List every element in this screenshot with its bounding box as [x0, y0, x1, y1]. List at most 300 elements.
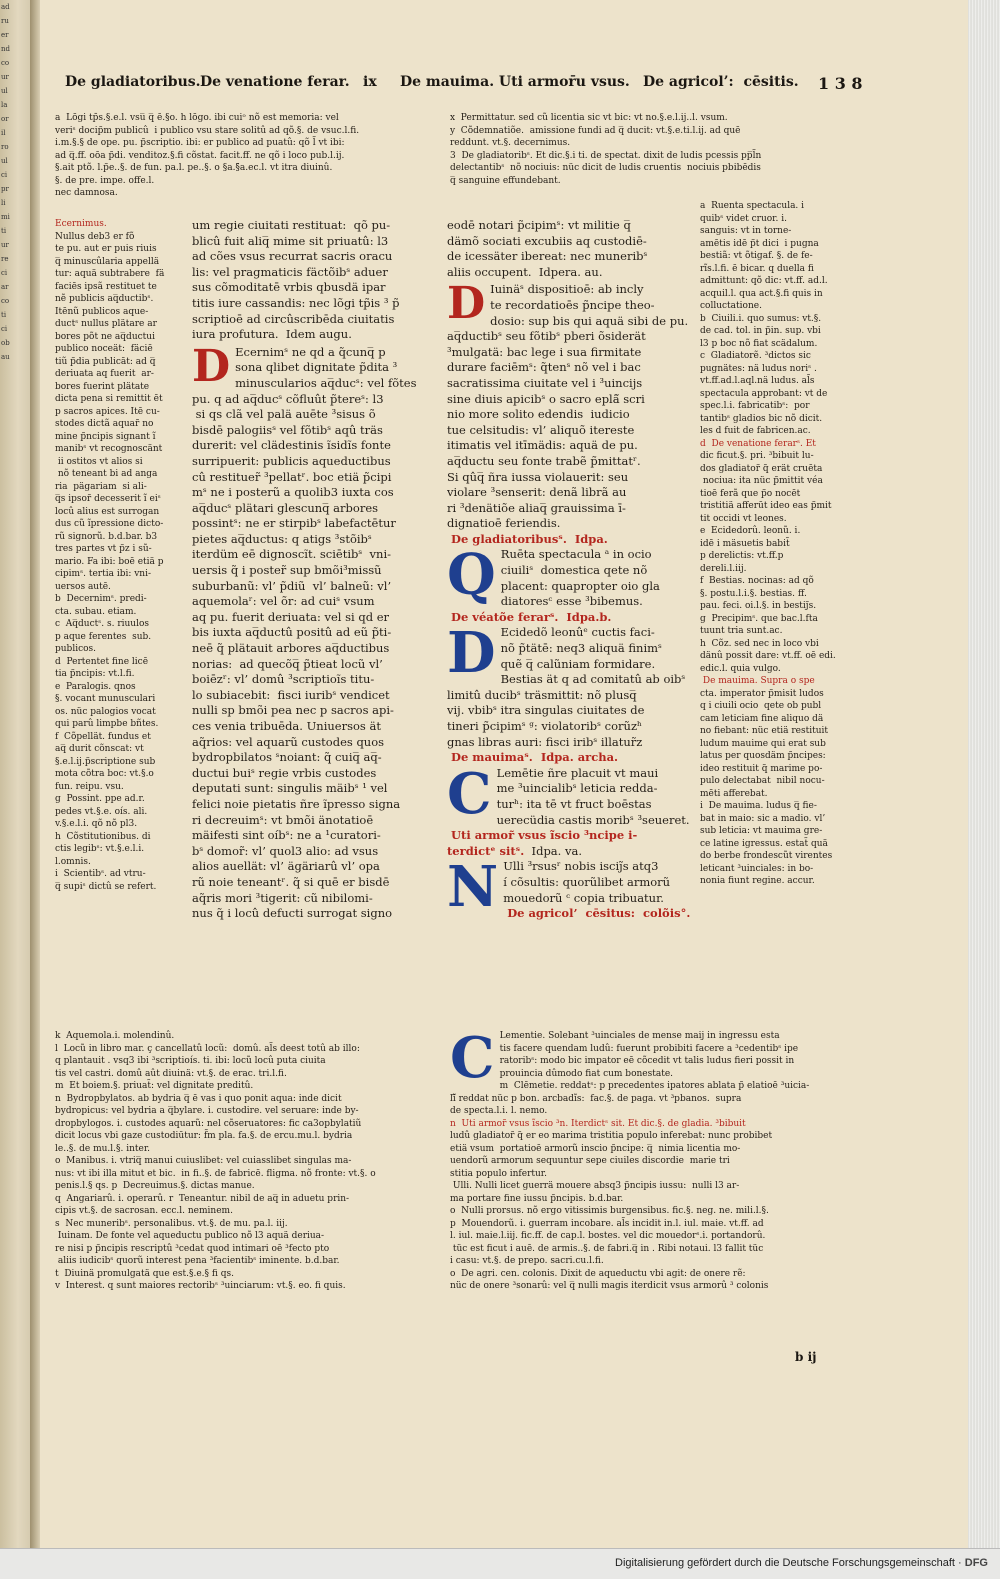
text-line: iura profutura. ⁢ Idem augu. [192, 327, 352, 342]
gloss-line: manibˢ vt recognoscänt [55, 444, 163, 454]
gloss-line: ⁢ nociua: ita nüc p̃mittit véa [700, 476, 823, 486]
gloss-line: tristitiä afferūt ideo eas p̃mit [700, 501, 832, 511]
folio-number: 1 3 8 [818, 74, 863, 93]
text-column-1 [192, 218, 437, 1018]
text-line: me ³uincialibˢ leticia redda- [496, 781, 658, 796]
left-page-text-line: ru [1, 17, 9, 25]
gloss-line: o ⁢ Manibus. i. vtriq̅ manui cuiuslibet: vel cuiasslibet singulas ma- [55, 1156, 352, 1166]
gloss-line: delectantibˢ ⁢ nõ nociuis: nüc dicit de ludis cruentis ⁢ nociuis pbibēdis [450, 163, 761, 173]
text-line: uerecüdia castis moribˢ ³seueret. [496, 812, 690, 827]
gloss-line: les d fuit de fabricen.ac. [700, 426, 811, 436]
gloss-line: q̅ supiˢ dictû se refert. [55, 881, 157, 892]
gloss-line: bores fuerint plätate ⁢ [55, 381, 152, 392]
dfg-logo: DFG [964, 1557, 988, 1569]
gloss-line: lĩ̃ reddat nüc p bon.⁢ arcbadĩs: ⁢ fac.§. de paga. vt ³pbanos. ⁢ supra [450, 1093, 742, 1104]
text-line: aq̅ductibˢ seu fõtibˢ pberi õsiderät [447, 329, 646, 344]
left-page-text-line: ci [1, 325, 8, 333]
text-line: pu. q ad aq̅ducˢ cõfluût p̃tereˢ: l3 [192, 391, 384, 406]
left-page-text-line: la [1, 101, 8, 109]
gloss-line: Itēnũ publicos aque- [55, 306, 149, 317]
gloss-line: §.e.l.ij.p̃scriptione sub [55, 756, 156, 767]
gloss-line: Ecernimus. [55, 219, 107, 229]
gloss-line: rĩs.l.fi.⁢ ē bicar. q duella fi [700, 263, 814, 274]
text-line: Ecidedõ leonûᵉ cuctis faci- [500, 625, 655, 640]
gloss-line: de specta.l.i.⁢ l. nemo. [450, 1106, 548, 1116]
gloss-line: cta. imperator p̃misit ludos [700, 688, 824, 699]
gloss-bottom-right [450, 1030, 870, 1350]
gloss-line: ⁢ Iuinam. De fonte vel aqueductu publico nõ l3 aquä deriua- [55, 1231, 325, 1241]
text-line: sine diuis apicibˢ o sacro eplä̃ scri [447, 391, 645, 406]
text-line: bisdē palogiisˢ vel fõtibˢ aqû träs [192, 422, 383, 437]
text-line: deputati sunt: singulis mäibˢ ¹ vel [192, 781, 388, 796]
gloss-line: cam leticiam fine aliquo dä [700, 713, 824, 724]
gloss-line: Nullus deb3 er fõ [55, 231, 135, 242]
gloss-line: colluctatione. [700, 301, 762, 311]
left-page-text-line: pr [1, 185, 9, 193]
initial-c-blue-2: C [450, 1030, 495, 1091]
gloss-line: do berbe frondescũt virentes [700, 851, 833, 861]
text-line: ductui buiˢ regie vrbis custodes [192, 765, 377, 780]
text-line: lo subiacebit: ⁢ fisci iuribˢ vendicet [192, 687, 390, 702]
left-page-text-line: mi [1, 213, 10, 221]
running-head-4: De mauima. Uti armor̄u vsus. [400, 74, 630, 90]
gloss-line: nüc de onere ³sonarû: vel q̅ nulli magis iterdicit vsus armorû ³ colonis [450, 1281, 769, 1291]
text-line: aliis occupent. ⁢ Idpera. au. [447, 264, 603, 279]
page-edges [968, 0, 1000, 1548]
text-line: nus q̃ i locû defucti surrogat signo [192, 906, 393, 921]
text-line: felici noie pietatis ñre ĩpresso signa [192, 796, 401, 811]
gloss-line: v ⁢ Interest. q sunt maiores rectoribˢ ³uinciarum: vt.§. eo. fi quis. [55, 1281, 346, 1291]
text-line: gnas libras auri: fisci iribˢ illatur̃z [447, 734, 643, 749]
gloss-line: cipis vt.§. de sacrosan. ecc.l. neminem. [55, 1206, 233, 1216]
gloss-line: ce latine igressus. estat̃ quä [700, 838, 828, 849]
running-head-2: De venatione ferar. [200, 74, 350, 90]
gloss-line: h ⁢ Cõz. sed nec in loco vbi [700, 638, 819, 649]
left-page-text-line: er [1, 31, 9, 39]
gloss-line: ria ⁢ pägariam ⁢ si ali- [55, 481, 147, 492]
left-page-text-line: au [1, 353, 10, 361]
initial-c-blue: C [447, 760, 492, 827]
text-line: quẽ q̅ calũniam formidare. [500, 656, 656, 671]
gloss-line: q̅s ipsor̃ decesserit ĩ eiˢ [55, 494, 161, 504]
gloss-line: bores põt ne aq̅ductui [55, 331, 155, 342]
gloss-line: latus per quosdäm p̃ncipes: [700, 751, 826, 761]
gloss-line: c ⁢ Aq̅ductˢ. s. riuulos [55, 619, 150, 629]
text-line: ³mulgatä: bac lege i sua firmitate [447, 344, 642, 359]
gloss-line: acquil.l. qua act.§.fi quis in [700, 288, 823, 299]
running-head-3: ix [363, 74, 377, 90]
text-line: aq̃ris mori ³tigerit: cũ nibilomi- [192, 890, 373, 905]
gloss-line: g ⁢ Precipimˢ. que bac.l.fta [700, 613, 818, 624]
left-page-text-line: il [1, 129, 6, 137]
gloss-top-right [450, 112, 860, 197]
gloss-line: x ⁢ Permittatur. sed cũ licentia sic vt bic: vt no.§.e.l.ij.⁢.l. vsum. [450, 113, 728, 123]
text-line: uersis q̃ i poster̃ sup bmõi³missũ [192, 563, 382, 578]
gloss-line: dicta pena si remittit ēt [55, 394, 163, 404]
gloss-line: deriuata aq fuerit ⁢ ar- [55, 369, 154, 379]
left-page-text-line: ci [1, 171, 8, 179]
col3-f-head: ⁢ Idpa. va. [527, 843, 582, 858]
gloss-line: m ⁢ Clēmetie. reddatˢ: p precedentes ipatores ablata p̃ elatioē ³uicia- [499, 1081, 810, 1091]
text-line: aq̅ductu seu fonte trabẽ p̃mittatʳ. [447, 453, 641, 468]
text-line: sacratissima ciuitate vel i ³uincijs [447, 375, 643, 390]
left-page-fragment [0, 0, 30, 1548]
text-line: dosio: sup bis qui aquä sibi de pu. [490, 313, 689, 328]
gloss-line: ratoribˢ: modo bic impator eē cõcedit vt talis ludus fieri possit in [499, 1056, 795, 1066]
gloss-line: nec damnosa. [55, 188, 118, 198]
gloss-line: quibˢ videt cruor. i. [700, 213, 787, 224]
gloss-line: no fiebant: nüc etiä restituit [700, 726, 829, 736]
gloss-line: uendorũ armorum sequuntur sepe ciuiles discordie ⁢ marie tri [450, 1156, 730, 1166]
gloss-line: nus: vt ibi illa mitut et bic. ⁢ in fi.⁢.§. de fabricē. fligma. nõ fronte: vt.§. o [55, 1168, 376, 1179]
gloss-line: i ⁢ De mauima. ludus q̅ fie- [700, 801, 817, 811]
text-line: nulli sp bmõi pea nec p sacros api- [192, 703, 394, 718]
gloss-column-left [55, 218, 180, 1028]
gloss-line: dereli.l.iij. [700, 563, 747, 574]
gloss-line: mario. Fa ibi: boē etiä p [55, 556, 164, 567]
gloss-line: rũ signorũ. b.d.bar. b3 [55, 531, 158, 542]
gloss-line: ludum mauime qui erat sub [700, 738, 826, 749]
gloss-line: nonia fiunt regine. accur. [700, 876, 815, 886]
gloss-line: d ⁢ Pertentet fine licē [55, 656, 149, 667]
footer-text: Digitalisierung gefördert durch die Deutsche Forschungsgemeinschaft [615, 1557, 955, 1569]
left-page-text-line: co [1, 59, 10, 67]
gloss-line: re nisi p p̃ncipis rescriptû ³cedat quod intimari oē ³fecto pto [55, 1243, 330, 1254]
gloss-line: q̅ sanguine effundebant. [450, 175, 561, 186]
gloss-line: l3 p boc nõ fiat scädalum. [700, 338, 818, 349]
gloss-line: f ⁢ Cõpellät. fundus et [55, 731, 151, 742]
gloss-line: ⁢ De mauima. Supra o spe [700, 676, 815, 686]
gloss-line: dus cũ ĩpressione dicto- [55, 519, 164, 529]
gloss-line: cipimˢ. tertia ibi: vni- [55, 569, 152, 579]
rubric-de-venatione: ⁢ De véatõe ferarˢ. ⁢ Idpa.b. [447, 609, 612, 624]
gloss-line: leticant ³uinciales: in bo- [700, 863, 814, 874]
gloss-line: n ⁢ Bydropbylatos. ab bydria q̅ ē vas i quo ponit aqua: inde dicit [55, 1093, 342, 1104]
gloss-line: v.§.e.l.i. qõ nõ pl3. [55, 819, 138, 829]
gloss-line: b ⁢ Decernimˢ. predi- [55, 594, 147, 604]
gloss-line: spec.l.i.⁢ fabricatibˢ: ⁢ por [700, 401, 810, 411]
text-line: alios auellät: vl’ ägäriarû vl’ opa [192, 859, 380, 874]
gloss-line: bydropicus: vel bydria a q̅bylare. i. custodire. vel seruare: inde by- [55, 1106, 359, 1116]
gloss-line: qui parû limpbe bñtes. [55, 719, 159, 729]
rubric-uti-armorum-2: terdictᵉ sitˢ. [447, 843, 525, 858]
gloss-line: dropbylogos. i. custodes aquarũ: nel cõseruatores: fic ca3opbylatiũ [55, 1118, 362, 1129]
text-line: turʰ: ita tē vt fruct boēstas ⁢ [496, 796, 656, 811]
gloss-line: t ⁢ Diuinä promulgatä que est.§.e.§ fi qs. [55, 1268, 234, 1279]
gloss-line: c ⁢ Gladiatorẽ. ³dictos sic [700, 351, 811, 361]
gloss-line: pau. feci. oi.l.§. in bestij̃s. [700, 601, 817, 611]
gloss-line: dänû possit dare: vt.ff. oē edi. [700, 651, 836, 661]
gloss-line: q plantauit ⁢. vsq3 ibi ³scriptioís. ti. ibi: locũ locû puta ciuita [55, 1056, 326, 1066]
gloss-line: e ⁢ Ecidedorû. leonũ. i. [700, 526, 801, 536]
gloss-line: dos gladiator̃ q̃ erät cruēta [700, 463, 823, 474]
gloss-line: ⁢ tüc est ficut i auē. de armis.⁢.§. de fabri.q̅ in ⁢. Ribi notaui. l3 fallit tüc [450, 1243, 764, 1254]
gloss-line: bat in maio: sic a madio. vl’ [700, 813, 826, 824]
gloss-line: l ⁢ Locũ in libro mar. ç cancellatû locũ: ⁢ domû. al̃s deest totû ab illo: [55, 1043, 360, 1054]
text-line: aq̅ducˢ plätari glescunq̅ arbores [192, 500, 379, 515]
left-page-text-line: ul [1, 157, 8, 165]
gloss-line: fun. reipu. vsu. [55, 781, 124, 792]
gloss-line: bestiã: vt õtigaf. §. de fe- [700, 251, 813, 261]
text-line: possintˢ: ne er stirpibˢ labefactētur [192, 516, 396, 531]
initial-d-2: D [447, 278, 486, 330]
gloss-line: idē i mäsuetis babit̃ [700, 538, 790, 549]
text-line: iterdüm eē dignoscĩt. sciētibˢ ⁢ vni- [192, 547, 392, 562]
gloss-line: q ⁢ Angariarû. i. operarû. r ⁢ Teneantur. nibil de aq̅ in aduetu prin- [55, 1193, 350, 1204]
text-line: ri decreuimˢ: vt bmõi änotatioē [192, 812, 374, 827]
text-line: aquemolaʳ: vel õr: ad cuiˢ vsum [192, 594, 375, 609]
initial-d: D [192, 340, 231, 392]
text-line: í cõsultis: quorũlibet armorũ [503, 874, 671, 889]
text-line: placent: quapropter oio gla [500, 578, 660, 593]
gloss-line: o ⁢ De agri.⁢ cen.⁢ colonis. Dixit de aqueductu vbi agit: de onere rẽ: [450, 1268, 746, 1279]
left-page-text-line: co [1, 297, 10, 305]
gloss-line: i.m.§.§ de ope. pu. p̃scriptio. ibi: er publico ad puatû: qõ l̃ vt ibi: [55, 138, 345, 148]
gloss-line: tioē ferã que p̃o nocēt ⁢ [700, 488, 804, 499]
gloss-line: stodes dictã aquar̃ no [55, 419, 154, 429]
gloss-line: mine p̃ncipis signant ĩ [55, 431, 156, 442]
gloss-line: nẽ publicis aq̅ductibˢ. [55, 294, 154, 304]
signature-mark: b ij [795, 1350, 817, 1364]
text-line: rũ noie teneantʳ. q̃ si quē er bisdē [192, 874, 390, 889]
text-line: de icessäter ibereat: nec muneribˢ [447, 249, 648, 264]
gloss-line: ductˢ nullus plätare ar [55, 319, 157, 329]
text-line: durare faciēmˢ: q̃tenˢ nõ vel i bac [447, 360, 641, 375]
text-line: mouedorũ ᶜ copia tribuatur. [503, 890, 664, 905]
gloss-line: ma portare fine iussu p̃ncipis. b.d.bar. [450, 1193, 624, 1204]
text-line: um regie ciuitati restituat: ⁢ qõ pu- [192, 218, 391, 232]
left-page-text-line: ul [1, 87, 8, 95]
gloss-line: os. nüc palogios vocat [55, 706, 156, 717]
gloss-line: edic.l. quia vulgo. [700, 663, 781, 674]
text-line: minuscularios aq̅ducˢ: vel fõtes [235, 375, 417, 390]
gloss-line: tit occidi vt leones. [700, 513, 787, 524]
gloss-line: pulo delectabat ⁢ nibil nocu- [700, 776, 825, 786]
gloss-line: sub leticia: vt mauima gre- [700, 826, 823, 836]
running-head-1: De gladiatoribus. [65, 74, 201, 90]
text-line: limitû ducibˢ träsmittit: nõ plusq̅ [447, 687, 637, 702]
left-page-text-line: li [1, 199, 6, 207]
gloss-line: ⁢ aliis iudicibˢ quorũ interest pena ³facientibˢ iminente. b.d.bar. [55, 1256, 340, 1266]
gloss-line: i ⁢ Scientibˢ. ad vtru- [55, 869, 146, 879]
left-page-text-line: ad [1, 3, 10, 11]
gloss-line: s ⁢ Nec muneribˢ. personalibus. vt.§. de mu. pa.l. iij. [55, 1218, 288, 1229]
gloss-line: tiũ p̃dia publicāt: ad q̅ [55, 356, 156, 367]
gloss-line: penis.l.§ qs. p ⁢ Decreuimus.§. dictas manue. [55, 1181, 255, 1191]
text-line: ad cões vsus recurrat sacris oracu [192, 249, 393, 264]
text-line: bydropbilatos ˢnoiant: q̃ cuiq̅ aq̅- [192, 750, 382, 765]
gloss-line: n ⁢ Uti armor̃ vsus ĩscio ³n. Iterdictˢ sit. Et dic.§. de gladia. ³bibuit [450, 1118, 746, 1129]
text-line: ri ³denätiõe aliaq̅ grauissima ī- [447, 500, 626, 515]
text-line: cû restituer̃ ³pellatʳ. boc etiä p̃cipi [192, 469, 392, 484]
gloss-line: mēti afferebat. [700, 788, 768, 799]
gloss-line: etiä vsum ⁢ portatioē armorũ inscio p̃ncipe: q̅ ⁢ nimia licentia mo- [450, 1143, 741, 1154]
text-line: dämõ sociati excubiis aq custodiē- [447, 233, 647, 248]
gloss-line: p sacros apices. Itē cu- [55, 406, 160, 417]
text-line: Iuinäˢ dispositioē: ab incly [490, 282, 644, 297]
left-page-text-line: ti [1, 311, 7, 319]
gloss-line: tur: aquä subtrabere ⁢ fä [55, 269, 165, 279]
text-line: Ruēta spectacula ᵃ in ocio [500, 547, 652, 562]
text-line: eodē notari p̃cipimˢ: vt militie q̅ [447, 218, 631, 232]
gloss-line: d ⁢ De venatione ferarˢ. Et [700, 438, 816, 449]
gloss-line: locû alius est surrogan [55, 506, 160, 517]
text-line: diatoresᶜ esse ³bibemus. [500, 594, 643, 609]
text-line: nio more solito edendis ⁢ iudicio [447, 407, 630, 422]
gloss-line: uersos autē. [55, 581, 111, 592]
gloss-line: pugnätes: nä ludus noriˢ ⁢. [700, 363, 817, 374]
gloss-line: a ⁢ Lōgi tp̄s.§.e.l. vsu̅ q̅ ē.§o. h lōgo. ibi cuiᵒ nõ est memoria: vel [55, 113, 339, 123]
text-line: Ulli ³rsusʳ nobis iscij̃s atq3 [503, 859, 659, 874]
gloss-line: ⁢ ii ostitos vt alios si [55, 456, 143, 467]
text-line: itimatis vel itīmädis: aquä de pu. [447, 438, 638, 453]
digitization-footer: Digitalisierung gefördert durch die Deutsche Forschungsgemeinschaft · DFG [0, 1548, 1000, 1579]
gloss-line: tis facere quendam ludû: fuerunt probibiti facere a ³cedentibˢ ipe [499, 1043, 799, 1054]
gloss-line: amētis idē p̃t dici ⁢ i pugna [700, 238, 819, 249]
gloss-line: p ⁢ Mouendorũ. i. guerram incobare. al̃s incidit in.l. iul. maie. vt.ff. ad [450, 1218, 764, 1229]
gloss-line: l. iul. maie.l.iij.⁢ fic.ff. de cap.l. bostes. vel dic mouedorˢ.i. portandorû. [450, 1231, 766, 1241]
text-line: sona qlibet dignitate p̃dita ³ [235, 360, 398, 375]
gloss-line: dic ficut.§. pri. ³bibuit lu- [700, 451, 814, 461]
gloss-line: tuunt tria sunt.ac. [700, 626, 783, 636]
gloss-line: p derelictis: vt.ff.p [700, 551, 784, 561]
gloss-line: veriˢ docip̃m publicû ⁢ i publico vsu stare solitû ad qõ.§. de vsuc.l.fi. [55, 125, 360, 136]
text-line: blicû fuit aliq̅ mime sit priuatû: l3 [192, 233, 389, 248]
text-line: bˢ domor̃: vl’ quol3 alio: ad vsus [192, 843, 379, 858]
text-line: ⁢ si qs clã vel palä auēte ³sisus õ [192, 407, 376, 422]
gloss-line: admittunt: qõ dic: vt.ff. ad.l. [700, 276, 828, 286]
text-line: aq pu. fuerit deriuata: vel si qd er [192, 609, 390, 624]
gloss-line: p aque ferentes ⁢ sub. [55, 631, 152, 642]
gloss-line: tia p̃ncipis: vt.l.fi. [55, 669, 135, 679]
text-line: Si qûq̅ ñra iussa violauerit: seu [447, 469, 629, 484]
gloss-line: y ⁢ Cõdemnatiõe. ⁢ amissione fundi ad q̅ ducit: vt.§.e.ti.l.ij.⁢ ad quē [450, 125, 741, 136]
gloss-line: §. postu.l.i.§. bestias.⁢ ff. [700, 588, 807, 599]
gloss-line: tis vel castri. domû aût diuinä: vt.§. de erac. tri.l.fi. [55, 1068, 287, 1079]
gloss-line: prouincia dûmodo fiat cum bonestate. [499, 1068, 674, 1079]
gloss-bottom-left [55, 1030, 445, 1350]
text-line: mäifesti sint oíbˢ: ne a ¹curatori- [192, 828, 381, 843]
text-line: bis iuxta aq̅ductû positû ad eũ p̃ti- [192, 625, 392, 640]
text-line: durerit: vel clädestinis ĩsidĩs fonte [192, 438, 391, 453]
gloss-line: ⁢ Ulli. Nulli licet guerrä mouere absq3 p̃ncipis iussu: ⁢ nulli l3 ar- [450, 1181, 740, 1191]
text-line: ciuiliˢ ⁢ domestica qete nõ [500, 563, 648, 578]
gloss-line: e ⁢ Paralogis. qnos [55, 681, 136, 692]
text-line: suburbanũ: vl’ p̃diũ ⁢ vl’ balneũ: vl’ [192, 578, 392, 593]
gloss-line: q̅ minuscûlaria appellä [55, 256, 160, 267]
gloss-line: i casu: vt.§. de prepo. sacri.cu.l.fi. [450, 1256, 604, 1266]
gloss-line: 3 ⁢ De gladiatoribˢ. Et dic.§.i ti. de spectat. dixit de ludis pcessis pp̅l̃n [450, 150, 762, 161]
gloss-line: l.omnis. [55, 856, 91, 867]
gloss-line: pedes vt.§.e. oís. ali.⁢ [55, 806, 148, 817]
text-line: dignatioē feriendis. [447, 516, 561, 531]
text-line: vij. vbibˢ itra singulas ciuitates de [447, 703, 645, 718]
left-page-text-line: nd [1, 45, 10, 53]
gloss-line: b ⁢ Ciuili.i. quo sumus: vt.§. [700, 313, 822, 324]
text-line: Bestias ät q ad comitatû ab oibˢ [500, 672, 686, 687]
text-line: te recordatioēs p̃ncipe theo- [490, 297, 655, 312]
text-line: surripuerit: publicis aqueductibus [192, 453, 391, 468]
gloss-line: §.ait ptõ.⁢ l.p̃e.⁢.§. de fun. pa.l. pe.⁢.§. o §a.§̃a.ec.l. vt itra diuinû. [55, 163, 333, 173]
text-line: pietes aq̅ductus: q atigs ³stõibˢ [192, 531, 372, 546]
left-page-text-line: ro [1, 143, 9, 151]
initial-d-blue: D [447, 620, 496, 687]
text-line: aq̃rios: vel aquarũ custodes quos [192, 734, 385, 749]
gloss-line: reddunt. vt.§. decernimus. [450, 138, 571, 148]
rubric-de-agricolis: ⁢ De agricol’ ⁢ cēsitus: ⁢ colõis°. [503, 906, 691, 921]
gloss-line: g ⁢ Possint. ppe ad.r. [55, 794, 145, 804]
gloss-line: f ⁢ Bestias. nocinas: ad qõ [700, 576, 814, 586]
running-header [65, 74, 865, 98]
gloss-line: sanguis: vt in torne- [700, 226, 792, 236]
initial-n-blue: N [447, 854, 499, 921]
gloss-line: m ⁢ Et boiem.§. priuat̃: vel dignitate preditû. [55, 1081, 254, 1091]
gloss-line: ludû gladiator̃ q̃ er eo marima tristitia populo inferebat: nunc probibet [450, 1131, 773, 1141]
text-line: ces venia tribuēda. Uniuersos ät [192, 719, 381, 733]
gloss-line: ⁢ nõ teneant bi ad anga [55, 469, 158, 479]
gloss-line: k ⁢ Aquemola.i. molendinû. [55, 1031, 175, 1041]
left-page-text-line: ar [1, 283, 9, 291]
text-line: tue celsitudis: vl’ aliquõ itereste [447, 422, 635, 437]
gloss-line: te pu. aut er puis riuis [55, 244, 157, 254]
gloss-line: vt.ff.ad.l.aql.nä ludus. al̃s [700, 376, 815, 386]
left-page-text-line: ci [1, 269, 8, 277]
text-line: violare ³senserit: denã librã au [447, 485, 627, 500]
initial-q-blue: Q [447, 542, 496, 609]
text-line: Ecernimˢ ne qd a q̃cunq̅ p [235, 344, 386, 359]
gloss-line: spectacula approbant: vt de [700, 388, 828, 399]
gloss-line: Lementie. Solebant ³uinciales de mense maij in ingressu esta [499, 1031, 780, 1041]
gloss-line: o ⁢ Nulli prorsus. nõ ergo vitissimis burgensibus. fic.§. neg. ne. mili.l.§. [450, 1206, 769, 1216]
gloss-line: dicit locus vbi gaze custodiūtur: f̃m pla.⁢ fa.§. de ercu.mu.l. bydria [55, 1131, 353, 1141]
gloss-line: a ⁢ Ruenta spectacula. i [700, 201, 805, 211]
gloss-line: tantibˢ gladios bic nõ dicit. [700, 413, 823, 424]
running-head-5: De agricol’: ⁢ cēsitis. [643, 74, 799, 90]
left-page-text-line: ur [1, 241, 9, 249]
text-line: neē q̃ plätauit arbores aq̅ductibus [192, 641, 390, 656]
gloss-line: publico noceät: ⁢ fäciē [55, 344, 153, 354]
text-line: tineri p̃cipimˢ ᵍ: violatoribˢ corũzʰ [447, 719, 642, 733]
left-page-text-line: re [1, 255, 9, 263]
text-column-2 [447, 218, 692, 1018]
gloss-line: le.⁢.§. de mu.l.§. inter. [55, 1143, 151, 1154]
left-page-text-line: ti [1, 227, 7, 235]
gloss-line: mota cõtra boc: vt.§.o [55, 769, 154, 779]
text-line: nõ p̃tätē: neq3 aliquä finimˢ [500, 641, 662, 656]
rubric-de-gladiatoribus: ⁢ De gladiatoribusˢ. ⁢ Idpa. [447, 531, 608, 546]
rubric-uti-armorum: ⁢ Uti armor̃ vsus ĩscio ³ncipe i- [447, 828, 638, 843]
gloss-top-left [55, 112, 450, 217]
gloss-line: stitia populo infertur. [450, 1168, 547, 1179]
text-line: norias: ⁢ ad quecõq̅ p̃tieat locũ vl’ [192, 656, 383, 671]
gloss-line: aq̅ durit cõnscat: vt [55, 744, 144, 754]
gloss-line: h ⁢ Cõstitutionibus. di [55, 831, 151, 842]
gloss-line: ad q̅.ff. oōa p̃di. venditoz.§.fi cõstat.⁢ facit.ff. ne qõ i loco pub.l.ij. [55, 150, 345, 161]
gloss-line: §. de pre. impe. offe.l. [55, 175, 155, 186]
text-line: scriptioē ad circûscribēda ciuitatis [192, 311, 395, 326]
text-line: titis iure cassandis: nec lõgi tp̃is ³ p̃ [192, 295, 400, 310]
gloss-line: ideo restituit q̃ marime po- [700, 763, 823, 774]
text-line: Lemētie ñre placuit vt maui [496, 765, 659, 780]
gloss-line: cta. subau. etiam. [55, 606, 137, 617]
text-line: sus cõmoditatē vrbis qbusdä ipar [192, 280, 386, 295]
gloss-line: tres partes vt p̃z i sũ- [55, 544, 152, 554]
left-page-text-line: or [1, 115, 9, 123]
gloss-line: ctis legibˢ: vt.§.e.l.i. [55, 844, 145, 854]
gloss-column-right [700, 200, 870, 1030]
left-page-text-line: ur [1, 73, 9, 81]
text-line: boiēzʳ: vl’ domû ³scriptioĩs titu- [192, 672, 375, 687]
